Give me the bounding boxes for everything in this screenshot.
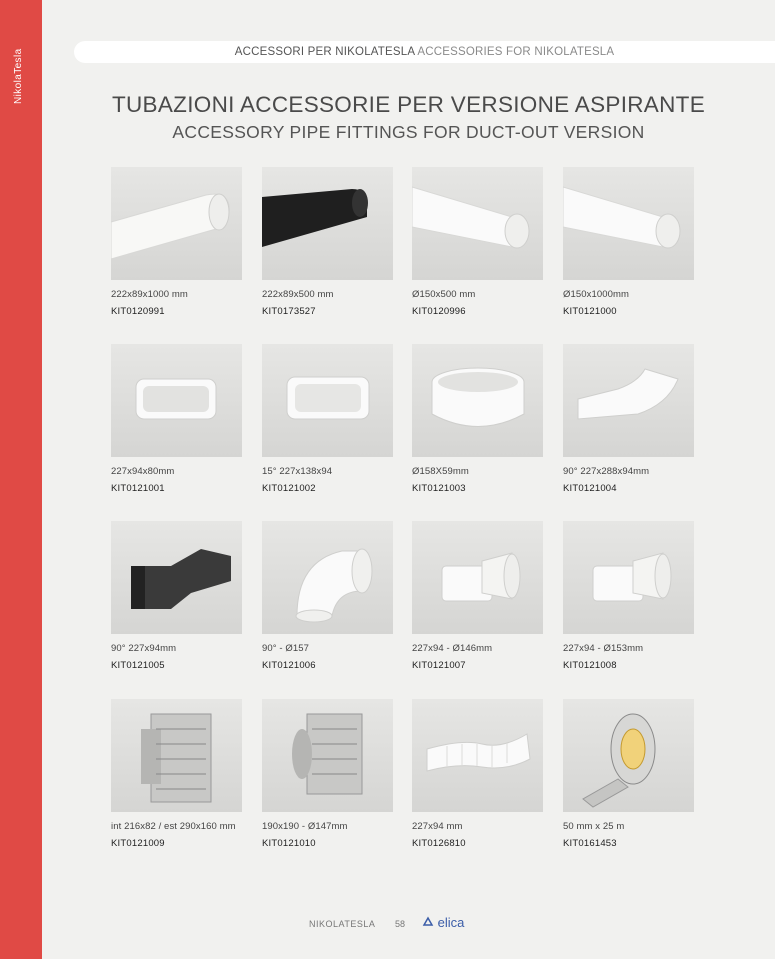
product-size: 190x190 - Ø147mm (262, 821, 348, 832)
side-label: NikolaTesla (13, 48, 24, 104)
wall-grille-rect-icon (111, 699, 242, 812)
product-code: KIT0121006 (262, 660, 316, 671)
aluminium-tape-icon (563, 699, 694, 812)
product-card (563, 344, 703, 494)
product-card (262, 521, 402, 671)
product-code: KIT0121009 (111, 838, 165, 849)
product-code: KIT0121005 (111, 660, 165, 671)
elica-logo-text: elica (437, 915, 465, 930)
flat-pipe-white-icon (111, 167, 242, 280)
rect-round-adapter-icon (412, 521, 543, 634)
wall-grille-round-icon (262, 699, 393, 812)
page-title-en: ACCESSORY PIPE FITTINGS FOR DUCT-OUT VERSION (172, 122, 645, 142)
product-size: 222x89x1000 mm (111, 289, 188, 300)
product-size: 15° 227x138x94 (262, 466, 333, 477)
flat-elbow-icon (563, 344, 694, 457)
product-card (412, 521, 552, 671)
footer-brand: NIKOLATESLA (309, 919, 376, 929)
product-size: 90° 227x94mm (111, 643, 177, 654)
product-code: KIT0120996 (412, 306, 466, 317)
product-size: 90° - Ø157 (262, 643, 310, 654)
flexible-duct-icon (412, 699, 543, 812)
product-card (111, 521, 251, 671)
product-code: KIT0121000 (563, 306, 617, 317)
product-size: 90° 227x288x94mm (563, 466, 650, 477)
product-card (262, 344, 402, 494)
round-connector-icon (412, 344, 543, 457)
product-card (412, 699, 552, 849)
product-size: 227x94 - Ø146mm (412, 643, 493, 654)
product-card (412, 167, 552, 317)
product-card (111, 344, 251, 494)
product-code: KIT0173527 (262, 306, 316, 317)
round-pipe-white-icon (412, 167, 543, 280)
product-card (111, 699, 251, 849)
product-code: KIT0120991 (111, 306, 165, 317)
product-code: KIT0121003 (412, 483, 466, 494)
product-code: KIT0121001 (111, 483, 165, 494)
product-card (111, 167, 251, 317)
section-header-en: ACCESSORIES FOR NIKOLATESLA (417, 46, 615, 58)
product-code: KIT0121007 (412, 660, 466, 671)
rect-round-adapter-icon (563, 521, 694, 634)
product-code: KIT0121002 (262, 483, 316, 494)
product-size: 50 mm x 25 m (563, 821, 625, 832)
elica-logo (422, 915, 464, 930)
product-card (262, 167, 402, 317)
product-code: KIT0121010 (262, 838, 316, 849)
product-size: 222x89x500 mm (262, 289, 334, 300)
flat-pipe-black-icon (262, 167, 393, 280)
product-card (262, 699, 402, 849)
page-number: 58 (395, 919, 406, 929)
angled-connector-icon (262, 344, 393, 457)
product-size: 227x94 - Ø153mm (563, 643, 644, 654)
section-header-it: ACCESSORI PER NIKOLATESLA (234, 46, 415, 58)
product-size: 227x94 mm (412, 821, 463, 832)
product-code: KIT0121004 (563, 483, 617, 494)
product-size: 227x94x80mm (111, 466, 175, 477)
product-code: KIT0161453 (563, 838, 617, 849)
product-card (563, 167, 703, 317)
product-size: int 216x82 / est 290x160 mm (111, 821, 236, 832)
product-code: KIT0121008 (563, 660, 617, 671)
product-card (563, 521, 703, 671)
product-size: Ø150x1000mm (563, 289, 630, 300)
product-card (412, 344, 552, 494)
product-size: Ø150x500 mm (412, 289, 476, 300)
rect-connector-icon (111, 344, 242, 457)
product-code: KIT0126810 (412, 838, 466, 849)
product-card (563, 699, 703, 849)
vertical-elbow-black-icon (111, 521, 242, 634)
round-elbow-icon (262, 521, 393, 634)
round-pipe-white-icon (563, 167, 694, 280)
page-title-it: TUBAZIONI ACCESSORIE PER VERSIONE ASPIRANTE (111, 92, 706, 117)
product-size: Ø158X59mm (412, 466, 469, 477)
